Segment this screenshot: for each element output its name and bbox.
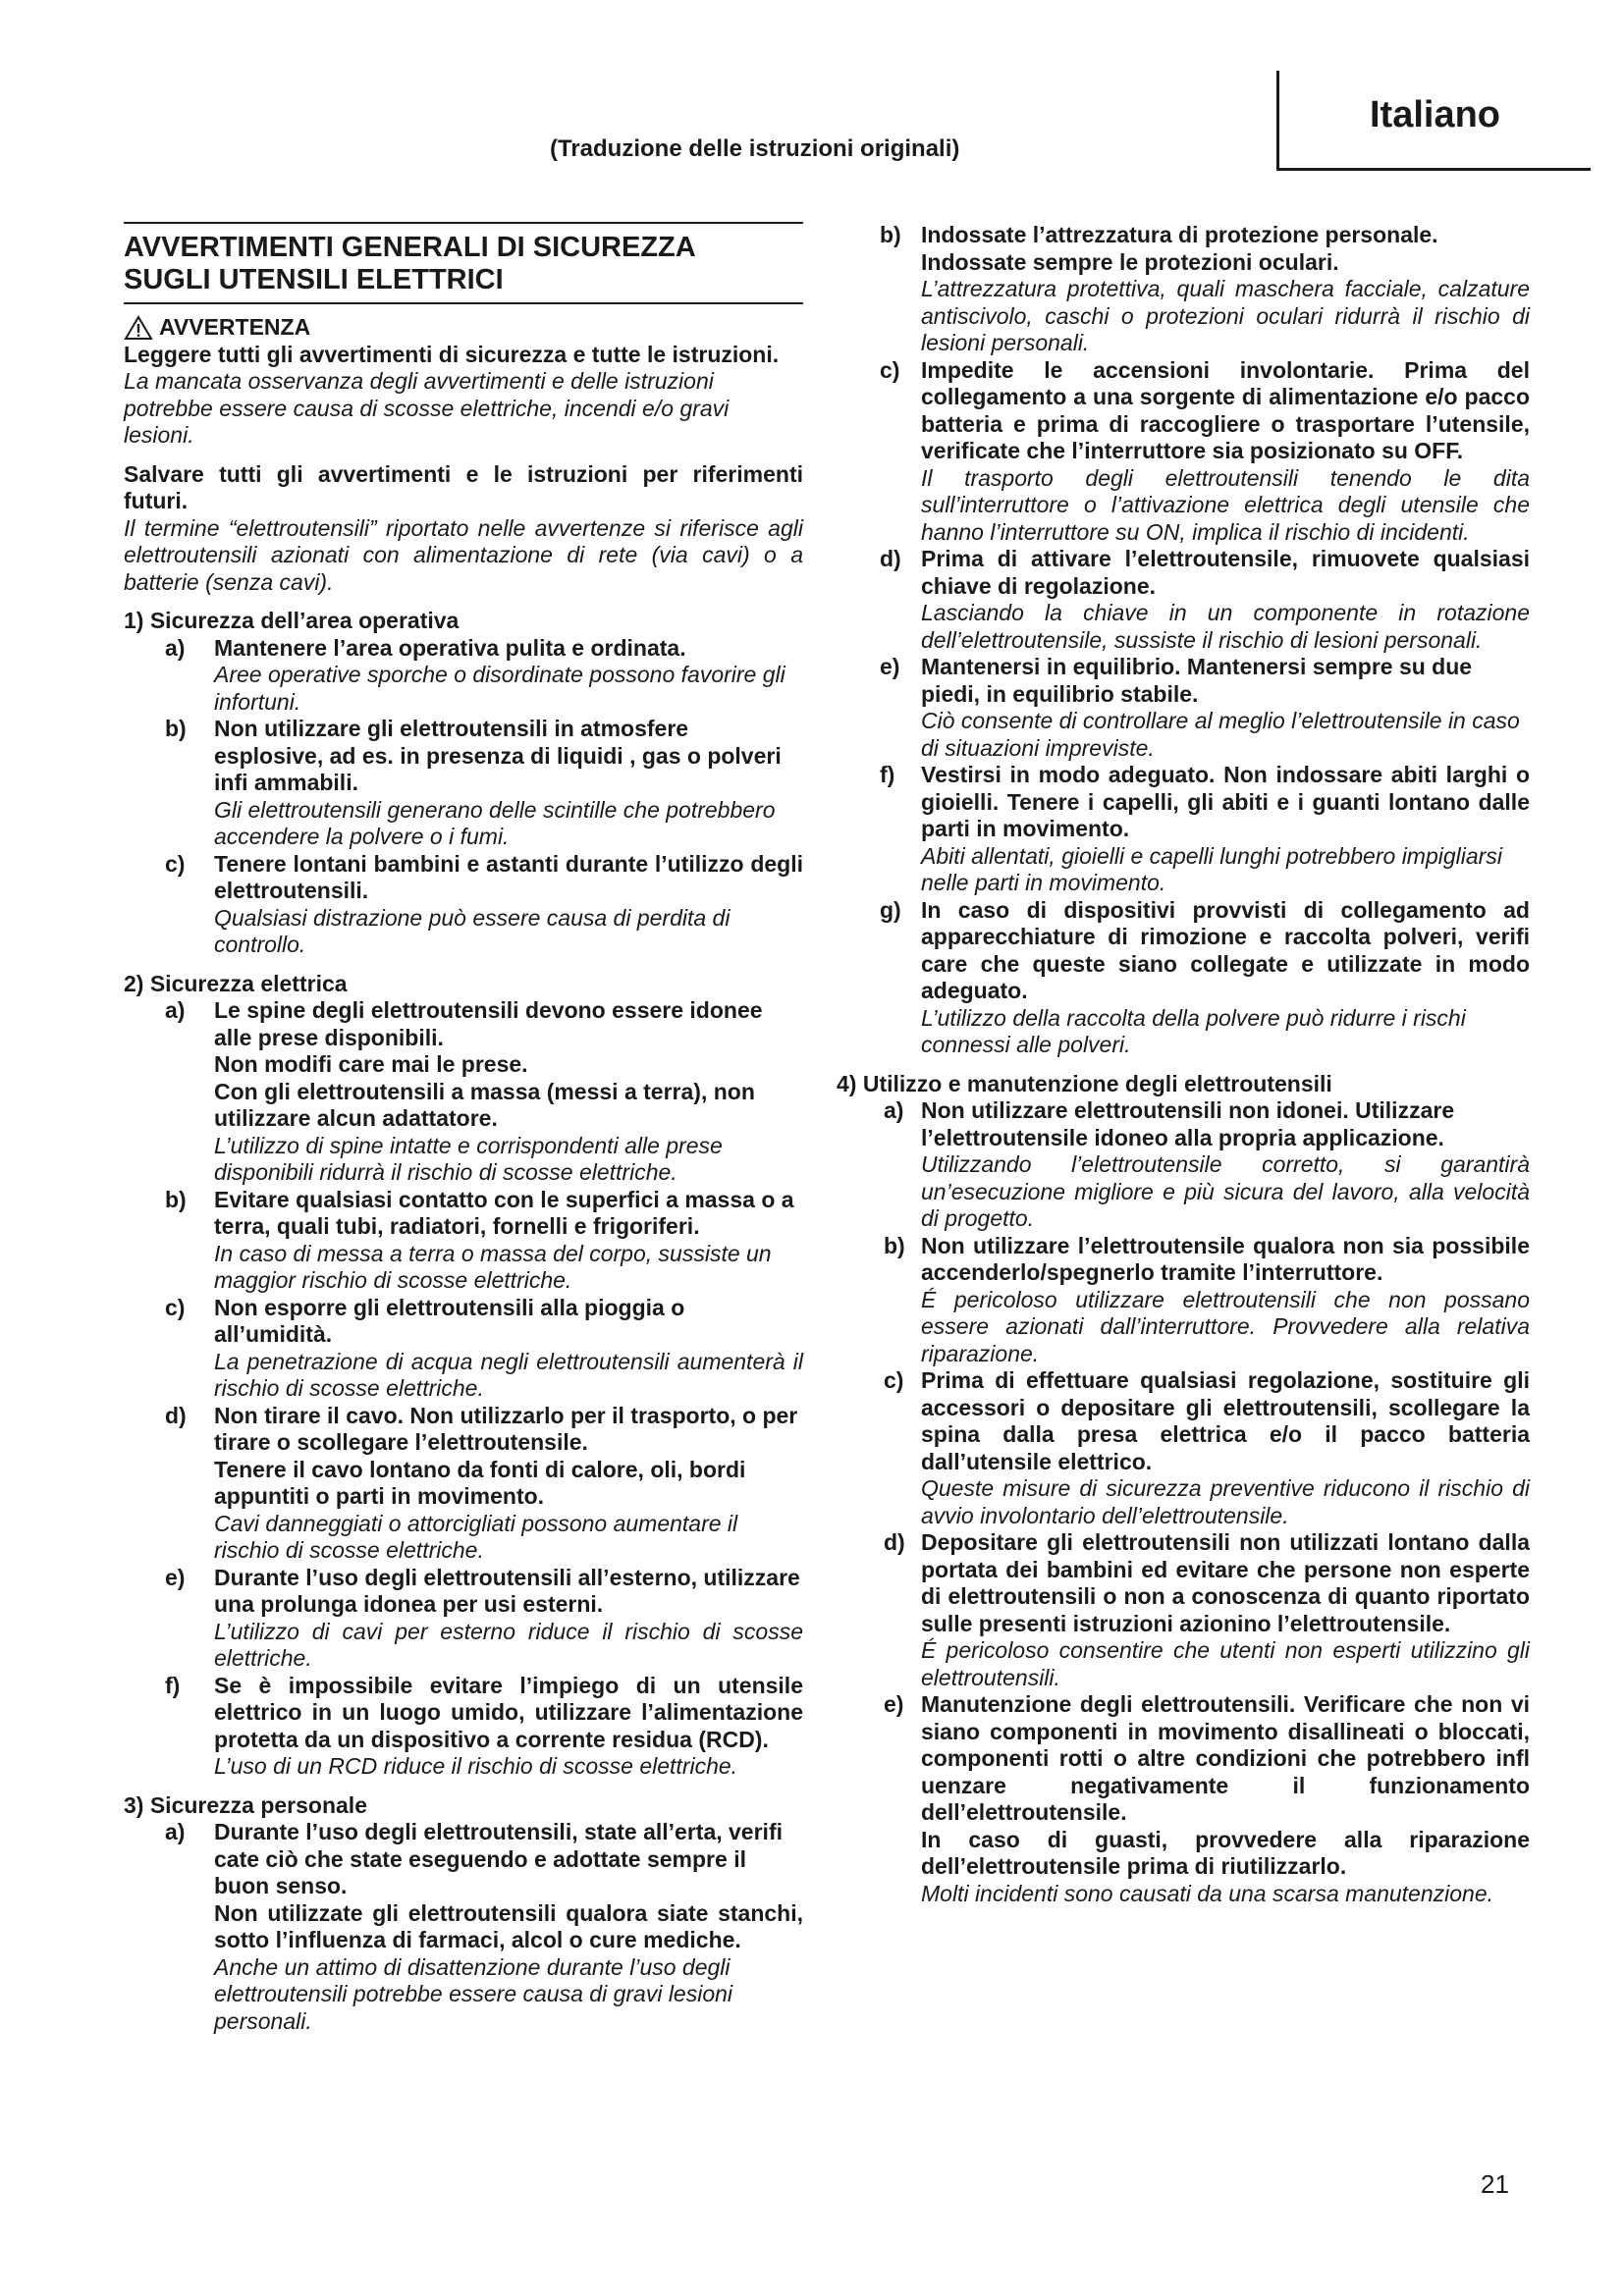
- item-2e: e) Durante l’uso degli elettroutensili all’esterno, utilizzare una prolunga idonea per usi esterni. L’utilizzo di cavi per esterno riduce il rischio di scosse elettriche.: [165, 1564, 803, 1671]
- section-1-title: 1) Sicurezza dell’area operativa: [124, 608, 460, 633]
- left-column: [124, 222, 803, 2035]
- right-column: [833, 222, 1530, 1907]
- section-2-title: 2) Sicurezza elettrica: [124, 970, 348, 996]
- item-2a: a) Le spine degli elettroutensili devono essere idonee alle prese disponibili. Non modifi care mai le prese. Con gli elettroutensili a massa (messi a terra), non utilizzare alcun adattatore. L’utilizzo di spine intatte e corrispondenti alle prese disponibili ridurrà il rischio di scosse elettriche.: [165, 997, 763, 1185]
- item-1b: b) Non utilizzare gli elettroutensili in atmosfere esplosive, ad es. in presenza di liquidi , gas o polveri infi ammabili. Gli elettroutensili generano delle scintille che potrebbero accendere la polvere o i fumi.: [165, 716, 782, 849]
- item-3d: d) Prima di attivare l’elettroutensile, rimuovete qualsiasi chiave di regolazione. Lasciando la chiave in un componente in rotazione dell’elettroutensile, sussiste il rischio di lesioni personali.: [880, 546, 1530, 653]
- item-3e: e) Mantenersi in equilibrio. Mantenersi sempre su due piedi, in equilibrio stabile. Ciò consente di controllare al meglio l’elettroutensile in caso di situazioni impreviste.: [880, 654, 1520, 761]
- language-tab: [1276, 71, 1591, 171]
- page-number: 21: [1481, 2169, 1509, 2199]
- item-3f: f) Vestirsi in modo adeguato. Non indossare abiti larghi o gioielli. Tenere i capelli, gli abiti e i guanti lontano dalle parti in movimento. Abiti allentati, gioielli e capelli lunghi potrebbero impigliarsi nelle parti in movimento.: [880, 762, 1530, 895]
- item-4b: b) Non utilizzare l’elettroutensile qualora non sia possibile accenderlo/spegnerlo tramite l’interruttore. É pericoloso utilizzare elettroutensili che non possano essere azionati dall’interruttore. Provvedere alla relativa riparazione.: [884, 1232, 1530, 1366]
- save-bold: Salvare tutti gli avvertimenti e le istruzioni per riferimenti futuri.: [124, 460, 803, 513]
- item-3b: b) Indossate l’attrezzatura di protezione personale. Indossate sempre le protezioni oculari. L’attrezzatura protettiva, quali maschera facciale, calzature antiscivolo, caschi o protezioni oculari ridurrà il rischio di lesioni personali.: [880, 222, 1530, 355]
- item-4e: e) Manutenzione degli elettroutensili. Verificare che non vi siano componenti in movimento disallineati o bloccati, componenti rotti o altre condizioni che potrebbero infl uenzare negativamente il funzionamento dell’elettroutensile. In caso di guasti, provvedere alla riparazione dell’elettroutensile prima di riutilizzarlo. Molti incidenti sono causati da una scarsa manutenzione.: [884, 1691, 1530, 1906]
- warning-bold: Leggere tutti gli avvertimenti di sicurezza e tutte le istruzioni.: [124, 341, 780, 367]
- translation-subtitle: (Traduzione delle istruzioni originali): [550, 135, 960, 162]
- section-4-title: 4) Utilizzo e manutenzione degli elettroutensili: [837, 1070, 1332, 1096]
- warning-triangle-icon: [124, 315, 153, 341]
- save-text: Il termine “elettroutensili” riportato nelle avvertenze si riferisce agli elettroutensili azionati con alimentazione di rete (via cavi) o a batterie (senza cavi).: [124, 514, 803, 595]
- warning-heading: AVVERTENZA: [124, 314, 803, 342]
- item-2c: c) Non esporre gli elettroutensili alla pioggia o all’umidità. La penetrazione di acqua negli elettroutensili aumenterà il rischio di scosse elettriche.: [165, 1294, 803, 1401]
- item-3c: c) Impedite le accensioni involontarie. Prima del collegamento a una sorgente di alimentazione e/o pacco batteria e prima di raccogliere o trasportare l’utensile, verificate che l’interruttore sia posizionato su OFF. Il trasporto degli elettroutensili tenendo le dita sull’interruttore o l’attivazione elettrica degli utensile che hanno l’interruttore su ON, implica il rischio di incidenti.: [880, 356, 1530, 545]
- warning-text: La mancata osservanza degli avvertimenti e delle istruzioni potrebbe essere causa di scosse elettriche, incendi e/o gravi lesioni.: [124, 368, 730, 448]
- item-2b: b) Evitare qualsiasi contatto con le superfici a massa o a terra, quali tubi, radiatori, fornelli e frigoriferi. In caso di messa a terra o massa del corpo, sussiste un maggior rischio di scosse elettriche.: [165, 1186, 794, 1293]
- section-3-title: 3) Sicurezza personale: [124, 1791, 367, 1818]
- item-4a: a) Non utilizzare elettroutensili non idonei. Utilizzare l’elettroutensile idoneo alla propria applicazione. Utilizzando l’elettroutensile corretto, si garantirà un’esecuzione migliore e più sicura del lavoro, alla velocità di progetto.: [884, 1097, 1530, 1231]
- item-2f: f) Se è impossibile evitare l’impiego di un utensile elettrico in un luogo umido, utilizzare l’alimentazione protetta da un dispositivo a corrente residua (RCD). L’uso di un RCD riduce il rischio di scosse elettriche.: [165, 1672, 803, 1779]
- item-1c: c) Tenere lontani bambini e astanti durante l’utilizzo degli elettroutensili. Qualsiasi distrazione può essere causa di perdita di controllo.: [165, 850, 803, 957]
- item-2d: d) Non tirare il cavo. Non utilizzarlo per il trasporto, o per tirare o scollegare l’elettroutensile. Tenere il cavo lontano da fonti di calore, oli, bordi appuntiti o parti in movimento. Cavi danneggiati o attorcigliati possono aumentare il rischio di scosse elettriche.: [165, 1402, 798, 1563]
- item-4c: c) Prima di effettuare qualsiasi regolazione, sostituire gli accessori o depositare gli elettroutensili, scollegare la spina dalla presa elettrica e/o il pacco batteria dall’utensile elettrico. Queste misure di sicurezza preventive riducono il rischio di avvio involontario dell’elettroutensile.: [884, 1367, 1530, 1528]
- item-1a: a) Mantenere l’area operativa pulita e ordinata. Aree operative sporche o disordinate possono favorire gli infortuni.: [165, 634, 785, 715]
- item-4d: d) Depositare gli elettroutensili non utilizzati lontano dalla portata dei bambini ed evitare che persone non esperte di elettroutensili o non a conoscenza di quanto riportato sulle presenti istruzioni azionino l’elettroutensile. É pericoloso consentire che utenti non esperti utilizzino gli elettroutensili.: [884, 1529, 1530, 1690]
- item-3g: g) In caso di dispositivi provvisti di collegamento ad apparecchiature di rimozione e raccolta polveri, verifi care che queste siano collegate e utilizzate in modo adeguato. L’utilizzo della raccolta della polvere può ridurre i rischi connessi alle polveri.: [880, 896, 1530, 1057]
- language-label: Italiano: [1369, 94, 1501, 135]
- item-3a: a) Durante l’uso degli elettroutensili, state all’erta, verifi cate ciò che state eseguendo e adottate sempre il buon senso. Non utilizzate gli elettroutensili qualora siate stanchi, sotto l’influenza di farmaci, alcol o cure mediche. Anche un attimo di disattenzione durante l’uso degli elettroutensili potrebbe essere causa di gravi lesioni personali.: [165, 1819, 803, 2034]
- section-title: AVVERTIMENTI GENERALI DI SICUREZZA SUGLI UTENSILI ELETTRICI: [124, 222, 803, 304]
